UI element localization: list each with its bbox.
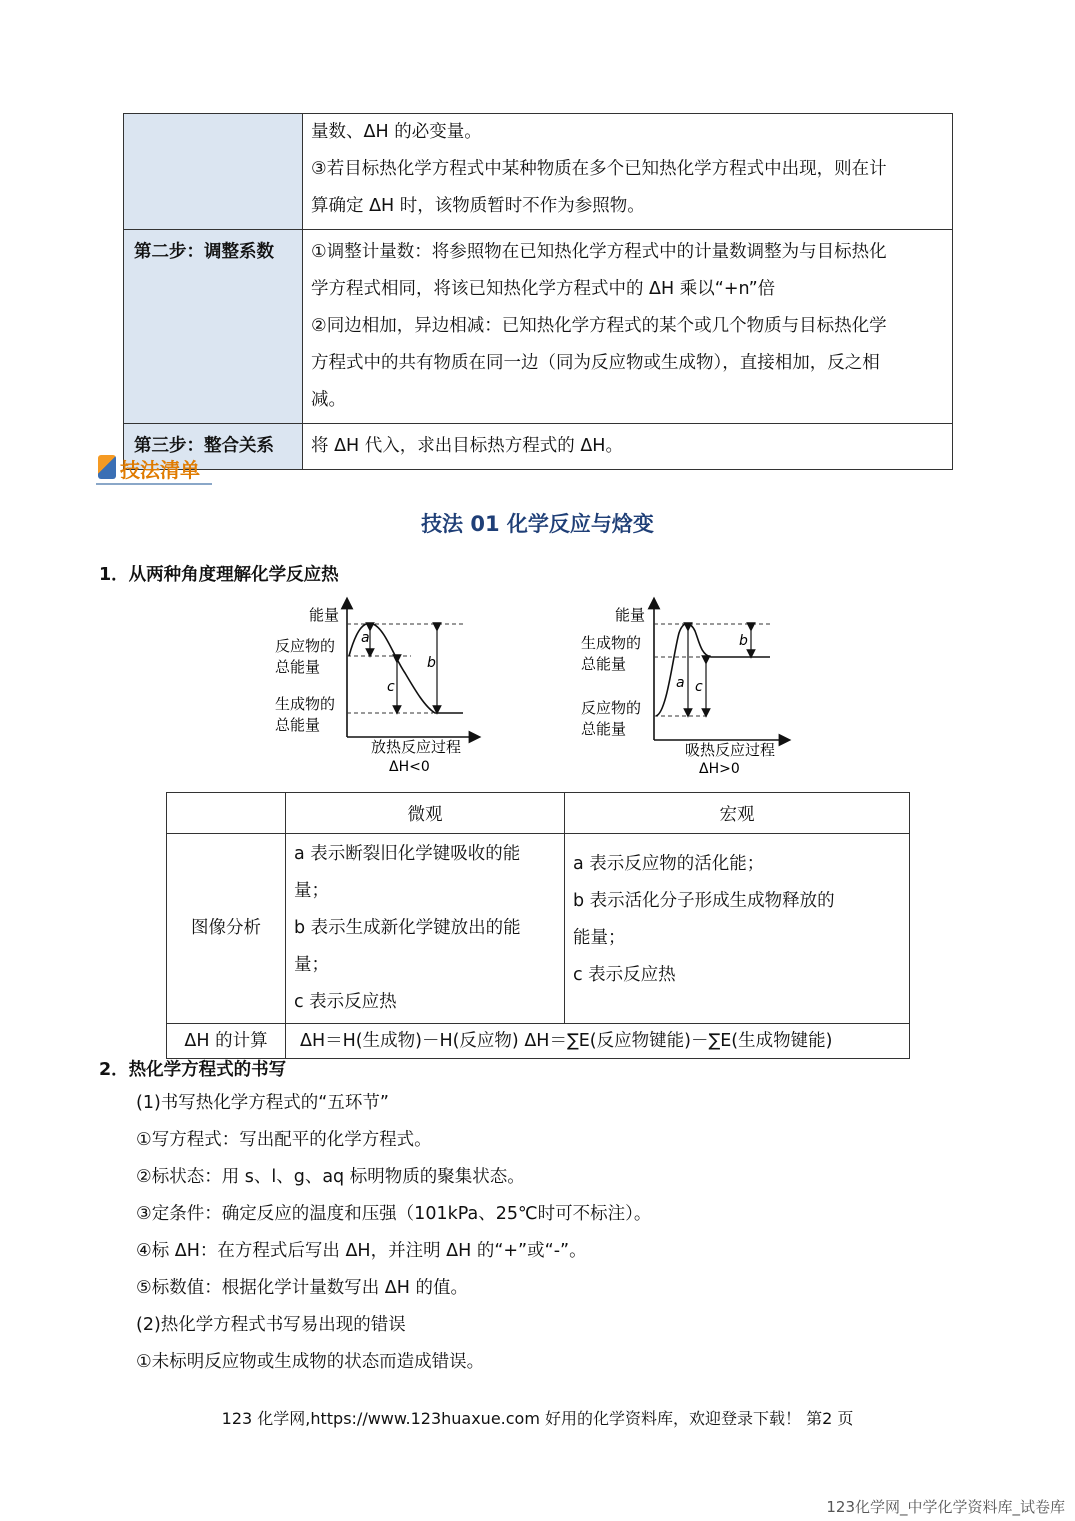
x-axis-label: 吸热反应过程 [685, 741, 776, 759]
step-label: 第二步：调整系数 [124, 230, 303, 424]
divider [96, 483, 212, 485]
table-row [167, 834, 910, 1024]
body-line: ⑤标数值：根据化学计量数写出 ΔH 的值。 [136, 1278, 468, 1298]
steps-table [123, 113, 953, 470]
heading-2: 2．热化学方程式的书写 [99, 1060, 287, 1080]
step-content [303, 230, 953, 424]
body-line: ④标 ΔH：在方程式后写出 ΔH，并注明 ΔH 的“+”或“-”。 [136, 1241, 587, 1261]
line: b 表示活化分子形成生成物释放的 [573, 891, 835, 911]
lower-label-1: 生成物的 [275, 695, 336, 713]
line: 量； [294, 881, 329, 901]
micro-cell [286, 834, 565, 1024]
line: 算确定 ΔH 时，该物质暂时不作为参照物。 [311, 196, 645, 216]
upper-label-2: 总能量 [581, 655, 627, 673]
page-footer: 123 化学网,https://www.123huaxue.com 好用的化学资料库，欢迎登录下载！ 第2 页 [221, 1409, 854, 1428]
line: 将 ΔH 代入，求出目标热方程式的 ΔH。 [311, 436, 623, 456]
lower-label-2: 总能量 [581, 720, 627, 738]
line: 量； [294, 955, 329, 975]
label-c: c [387, 679, 395, 695]
line: 能量； [573, 928, 626, 948]
body-line: ③定条件：确定反应的温度和压强（101kPa、25℃时可不标注）。 [136, 1204, 652, 1224]
line: b 表示生成新化学键放出的能 [294, 918, 521, 938]
table-header-row [167, 793, 910, 834]
table-row [124, 230, 953, 424]
line: 学方程式相同，将该已知热化学方程式中的 ΔH 乘以“+n”倍 [311, 279, 776, 299]
line: 量数、ΔH 的必变量。 [311, 122, 482, 142]
lower-label-2: 总能量 [275, 716, 321, 734]
label-b: b [427, 655, 436, 671]
line: a 表示断裂旧化学键吸收的能 [294, 844, 521, 864]
line: 减。 [311, 390, 346, 410]
x-axis-label: 放热反应过程 [371, 738, 462, 756]
energy-diagram [265, 595, 805, 780]
line: a 表示反应物的活化能； [573, 854, 765, 874]
upper-label-1: 反应物的 [275, 637, 336, 655]
label-a: a [361, 630, 370, 646]
body-text [136, 1085, 651, 1381]
watermark: 123化学网_中学化学资料库_试卷库 [826, 1498, 1065, 1516]
step-label: 第三步：整合关系 [124, 424, 303, 470]
column-header-micro: 微观 [286, 793, 565, 834]
step-label [124, 114, 303, 230]
label-b: b [739, 633, 748, 649]
table-row [124, 114, 953, 230]
body-line: (1)书写热化学方程式的“五环节” [136, 1093, 389, 1113]
macro-cell [565, 834, 910, 1024]
formula-cell: ΔH＝H(生成物)－H(反应物) ΔH＝∑E(反应物键能)－∑E(生成物键能) [286, 1024, 910, 1059]
label-c: c [695, 679, 703, 695]
line: c 表示反应热 [573, 965, 676, 985]
table-row [167, 1024, 910, 1059]
analysis-table [166, 792, 910, 1059]
body-line: ②标状态：用 s、l、g、aq 标明物质的聚集状态。 [136, 1167, 525, 1187]
y-axis-label: 能量 [615, 606, 646, 624]
body-line: ①写方程式：写出配平的化学方程式。 [136, 1130, 432, 1150]
delta-h-label: ΔH>0 [699, 761, 740, 777]
section-heading [96, 452, 212, 486]
label-a: a [676, 675, 685, 691]
lower-label-1: 反应物的 [581, 699, 642, 717]
exothermic-diagram [275, 603, 475, 775]
body-line: (2)热化学方程式书写易出现的错误 [136, 1315, 406, 1335]
upper-label-2: 总能量 [275, 658, 321, 676]
table-row [124, 424, 953, 470]
row-label: ΔH 的计算 [167, 1024, 286, 1059]
center-title: 技法 01 化学反应与焓变 [421, 512, 654, 536]
heading-1: 1．从两种角度理解化学反应热 [99, 565, 339, 585]
section-heading-text: 技法清单 [120, 458, 200, 482]
line: ①调整计量数：将参照物在已知热化学方程式中的计量数调整为与目标热化 [311, 242, 887, 262]
delta-h-label: ΔH<0 [389, 759, 430, 775]
line: c 表示反应热 [294, 992, 397, 1012]
row-label: 图像分析 [167, 834, 286, 1024]
body-line: ①未标明反应物或生成物的状态而造成错误。 [136, 1352, 485, 1372]
column-header-macro: 宏观 [565, 793, 910, 834]
line: ③若目标热化学方程式中某种物质在多个已知热化学方程式中出现，则在计 [311, 159, 887, 179]
book-icon [98, 455, 116, 479]
upper-label-1: 生成物的 [581, 634, 642, 652]
y-axis-label: 能量 [309, 606, 340, 624]
step-content [303, 424, 953, 470]
line: ②同边相加，异边相减：已知热化学方程式的某个或几个物质与目标热化学 [311, 316, 887, 336]
endothermic-diagram [581, 603, 785, 777]
step-content [303, 114, 953, 230]
line: 方程式中的共有物质在同一边（同为反应物或生成物），直接相加，反之相 [311, 353, 880, 373]
